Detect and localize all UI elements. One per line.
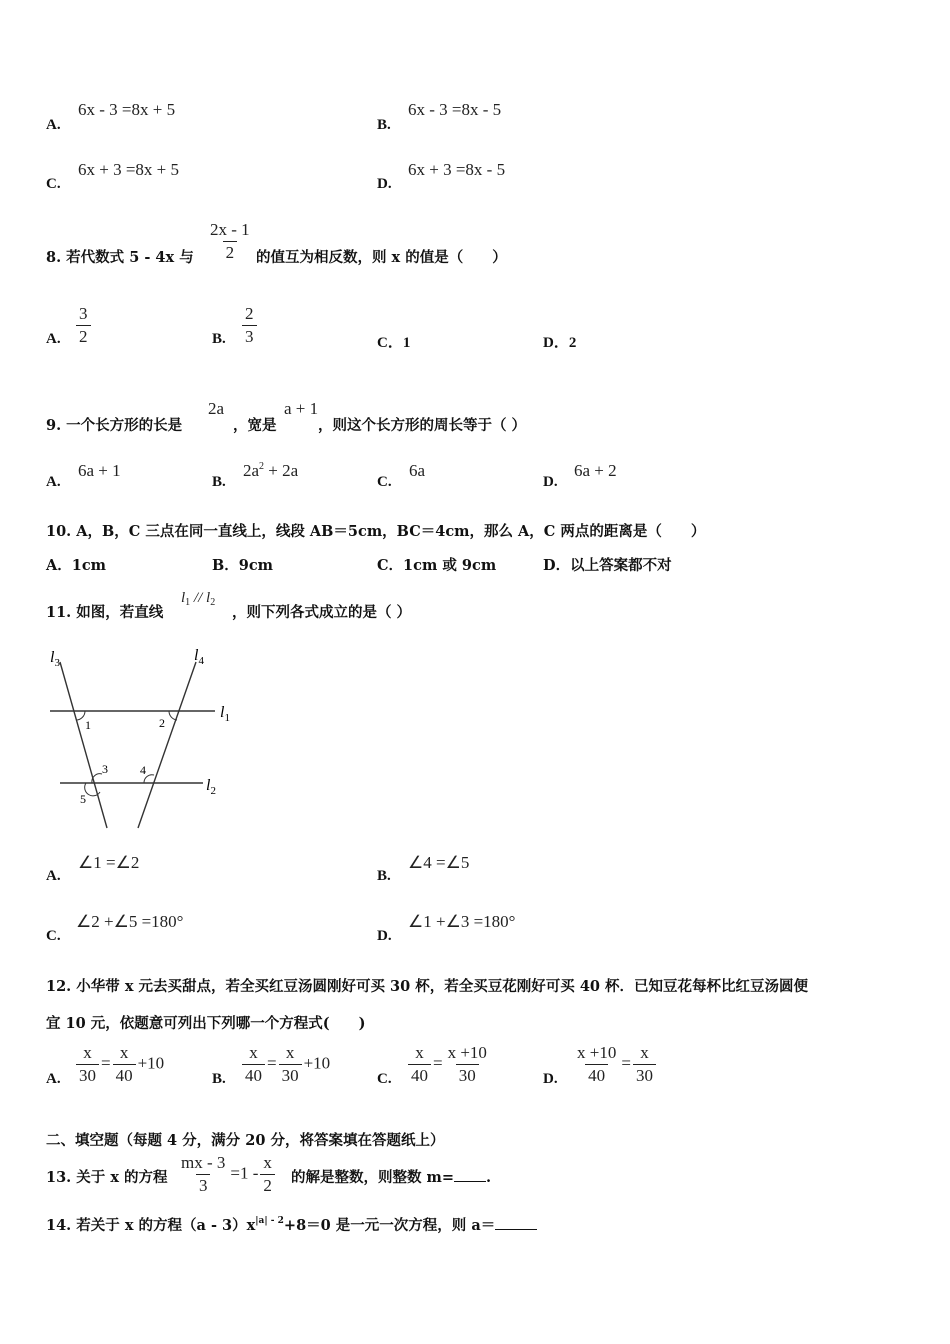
q10-text: 10. A，B，C 三点在同一直线上，线段 AB＝5cm，BC＝4cm，那么 A，C 两点的距离是（ ） xyxy=(46,523,706,540)
q8-option-a-frac xyxy=(74,304,93,347)
q11-rel-s2: 2 xyxy=(210,597,216,608)
q12-option-c-label: C. xyxy=(377,1071,392,1087)
q11-option-a-label: A. xyxy=(46,868,61,884)
angle-2-label: 2 xyxy=(159,716,165,730)
q11-option-a-expr: ∠1 =∠2 xyxy=(78,853,140,872)
q12-option-a-label: A. xyxy=(46,1071,61,1087)
section-2-heading: 二、填空题（每题 4 分，满分 20 分，将答案填在答题纸上） xyxy=(46,1132,445,1149)
q12-option-d-label: D. xyxy=(543,1071,558,1087)
q13-equation: $\frac{mx - 3}{3}$ =1 - $\frac{x}{2}$ xyxy=(176,1153,277,1196)
q8-b-den: 3 xyxy=(242,325,257,347)
angle-5-arc xyxy=(85,783,100,796)
q12-line-2: 宜 10 元，依题意可列出下列哪一个方程式( ) xyxy=(46,1015,366,1032)
q8-option-c: C．1 xyxy=(377,335,411,351)
q12-line-1: 12. 小华带 x 元去买甜点，若全买红豆汤圆刚好可买 30 杯，若全买豆花刚好可买 40 杯．已知豆花每杯比红豆汤圆便 xyxy=(46,978,809,995)
q9-b-exp: 2 xyxy=(259,461,265,472)
q7-option-d-label: D. xyxy=(377,176,392,192)
q12-option-d-expr: $\frac{x +10}{40}$ = $\frac{x}{30}$ xyxy=(572,1043,658,1086)
q7-option-c-label: C. xyxy=(46,176,61,192)
q11-option-d-label: D. xyxy=(377,928,392,944)
q14-answer-blank[interactable] xyxy=(495,1229,537,1230)
angle-5-label: 5 xyxy=(80,792,86,806)
q9-option-d-label: D. xyxy=(543,474,558,490)
q11-text-1: 11. 如图，若直线 xyxy=(46,604,164,621)
q14-exponent: |a| - 2 xyxy=(255,1216,284,1226)
q9-width-expr: a + 1 xyxy=(284,399,319,418)
q8-option-a-label: A. xyxy=(46,331,61,347)
label-l2: $l_2$ xyxy=(206,777,216,797)
q8-fraction xyxy=(205,220,255,263)
q8-b-num: 2 xyxy=(245,304,254,323)
q11-option-b-expr: ∠4 =∠5 xyxy=(408,853,470,872)
q12-option-b-expr: $\frac{x}{40}$ = $\frac{x}{30}$ +10 xyxy=(240,1043,330,1086)
q7-option-a-label: A. xyxy=(46,117,61,133)
q11-option-c-expr: ∠2 +∠5 =180° xyxy=(76,912,184,931)
q11-rel-l2: // l xyxy=(190,590,211,606)
q9-option-b-label: B. xyxy=(212,474,226,490)
q9-option-a-label: A. xyxy=(46,474,61,490)
q9-option-a-expr: 6a + 1 xyxy=(78,461,121,480)
q14-text: 14. 若关于 x 的方程$(a - 3)x^{|a| - 2}+8=0$ 是一元一次方程，则 a＝ xyxy=(46,1214,537,1235)
q10-option-c: C．1cm 或 9cm xyxy=(377,557,497,574)
q7-option-c-expr: 6x + 3 =8x + 5 xyxy=(78,160,180,179)
q11-figure xyxy=(40,640,250,840)
q11-parallel-relation xyxy=(181,590,215,608)
q12-option-a-expr: $\frac{x}{30}$ = $\frac{x}{40}$ +10 xyxy=(74,1043,164,1086)
q9-b-pre: 2a xyxy=(243,461,260,480)
q9-text-1: 9. 一个长方形的长是 xyxy=(46,417,183,434)
q11-option-d-expr: ∠1 +∠3 =180° xyxy=(408,912,516,931)
q11-option-c-label: C. xyxy=(46,928,61,944)
q8-a-den: 2 xyxy=(76,325,91,347)
label-l4: $l_4$ xyxy=(194,647,204,667)
q11-rel-s1: 1 xyxy=(185,597,191,608)
q10-option-d: D．以上答案都不对 xyxy=(543,557,672,574)
q9-option-c-label: C. xyxy=(377,474,392,490)
q9-b-post: + 2a xyxy=(264,461,299,480)
q9-text-2: ，宽是 xyxy=(233,417,277,434)
angle-3-label: 3 xyxy=(102,762,108,776)
q8-text-before: 8. 若代数式 5 - 4x 与 xyxy=(46,249,194,266)
q8-option-b-label: B. xyxy=(212,331,226,347)
q13-answer-blank[interactable] xyxy=(454,1181,486,1182)
label-l1: $l_1$ xyxy=(220,704,230,724)
q13-text-2: 的解是整数，则整数 m= . xyxy=(291,1169,492,1186)
q8-option-d: D．2 xyxy=(543,335,577,351)
q10-option-b: B．9cm xyxy=(212,557,274,574)
q9-option-b-expr xyxy=(243,461,298,481)
q11-text-2: ，则下列各式成立的是（ ） xyxy=(232,604,412,621)
q11-option-b-label: B. xyxy=(377,868,391,884)
q8-frac-num: 2x - 1 xyxy=(210,220,250,239)
q9-option-c-expr: 6a xyxy=(409,461,426,480)
q9-length-expr: 2a xyxy=(208,399,225,418)
q11-rel-l1: l xyxy=(181,590,186,606)
q8-option-b-frac xyxy=(240,304,259,347)
q12-option-b-label: B. xyxy=(212,1071,226,1087)
q7-option-b-label: B. xyxy=(377,117,391,133)
q8-frac-den: 2 xyxy=(223,241,238,263)
q9-option-d-expr: 6a + 2 xyxy=(574,461,617,480)
q7-option-d-expr: 6x + 3 =8x - 5 xyxy=(408,160,506,179)
angle-1-label: 1 xyxy=(85,718,91,732)
q8-a-num: 3 xyxy=(79,304,88,323)
angle-4-label: 4 xyxy=(140,763,146,777)
angle-1-arc xyxy=(76,711,85,720)
line-l4 xyxy=(138,662,196,828)
q12-option-c-expr: $\frac{x}{40}$ = $\frac{x +10}{30}$ xyxy=(406,1043,492,1086)
q8-text-after: 的值互为相反数，则 x 的值是（ ） xyxy=(256,249,507,266)
q9-text-3: ，则这个长方形的周长等于（ ） xyxy=(318,417,527,434)
q13-text-1: 13. 关于 x 的方程 xyxy=(46,1169,168,1186)
q7-option-b-expr: 6x - 3 =8x - 5 xyxy=(408,100,502,119)
label-l3: $l_3$ xyxy=(50,649,60,669)
q7-option-a-expr: 6x - 3 =8x + 5 xyxy=(78,100,176,119)
q10-option-a: A．1cm xyxy=(46,557,107,574)
